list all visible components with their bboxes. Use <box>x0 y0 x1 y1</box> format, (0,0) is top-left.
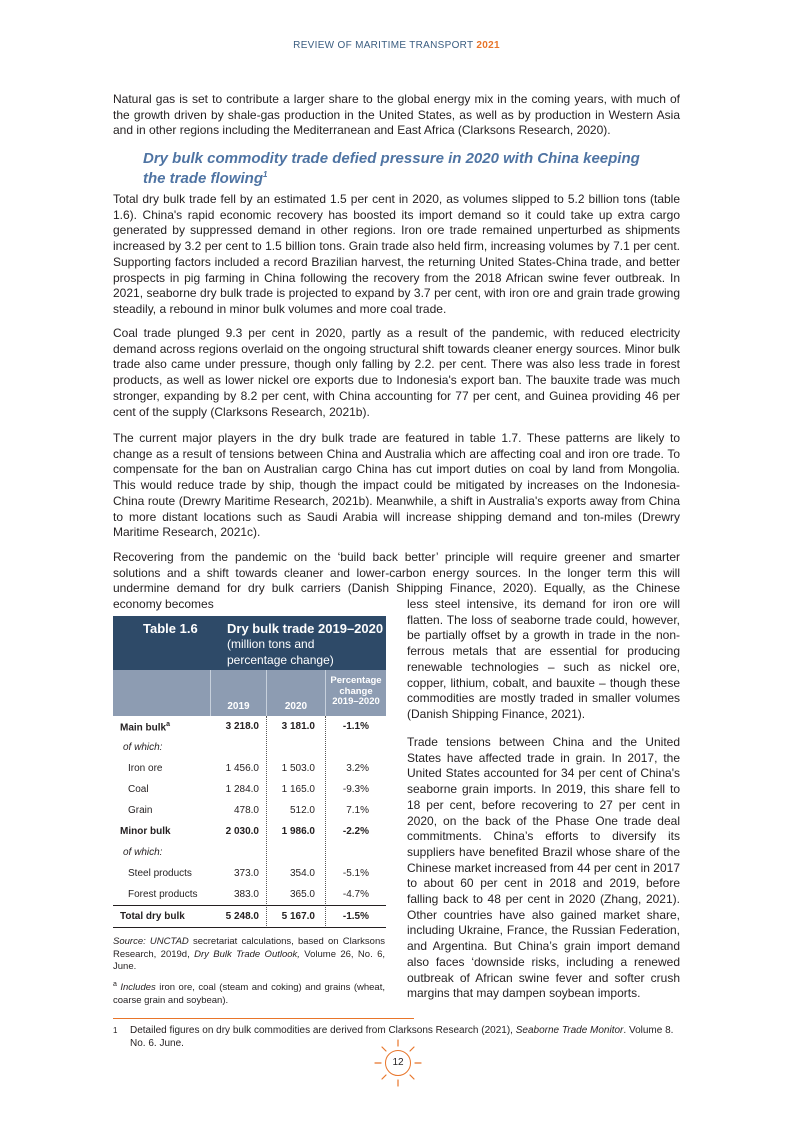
paragraph-steel-intensive: less steel intensive, its demand for iron ore will flatten. The loss of seaborne trade could, however, be partially offset by a growth in trade in the non-ferrous metals that are essential for producing renewable technologies – such as nickel ore, copper, lithium, cobalt, and bauxite – though these commodities are mostly traded in smaller volumes (Danish Shipping Finance, 2021). <box>407 597 680 721</box>
table-row: Grain 478.0 512.0 7.1% <box>128 805 369 816</box>
footnote-text: Detailed figures on dry bulk commodities are derived from Clarksons Research (2021), Seaborne Trade Monitor. Volume 8. No. 6. June. <box>130 1025 674 1049</box>
running-header <box>0 40 793 51</box>
paragraph-major-players: The current major players in the dry bulk trade are featured in table 1.7. These patterns are likely to change as a result of tensions between China and Australia which are affecting coal and iron ore trade. To compensate for the ban on Australian cargo China has cut import duties on coal by land from Mongolia. This would reduce trade by ship, though the impact could be mitigated by increases on the Indonesia-China route (Drewry Maritime Research, 2021b). Meanwhile, a shift in Australia's exports away from China to more distant locations such as Saudi Arabia will increase shipping demand and ton-miles (Drewry Maritime Research, 2021c). <box>113 431 680 540</box>
section-heading <box>143 151 663 186</box>
table-row: Coal 1 284.0 1 165.0 -9.3% <box>128 784 369 795</box>
table-body <box>113 716 386 928</box>
page-number-badge <box>372 1037 424 1089</box>
column-header-percentage-change: Percentage change 2019–2020 <box>330 675 382 707</box>
table-row: Steel products 373.0 354.0 -5.1% <box>128 868 369 879</box>
paragraph-coal-trade: Coal trade plunged 9.3 per cent in 2020, partly as a result of the pandemic, with reduced electricity demand across regions overlaid on the ongoing structural shift towards cleaner energy sources. Minor bulk trade also came under pressure, though only falling by 2.2. per cent. There was also less trade in forest products, as well as lower nickel ore exports due to Indonesia's export ban. The bauxite trade was much stronger, expanding by 8.2 per cent, with China accounting for 77 per cent, and Guinea providing 46 per cent of the supply (Clarksons Research, 2021b). <box>113 326 680 419</box>
section-heading-text: Dry bulk commodity trade defied pressure in 2020 with China keeping the trade flowing <box>143 150 640 187</box>
table-row: Main bulk$^a$ 3 218.0 3 181.0 -1.1% <box>120 721 369 734</box>
table-column-headers <box>113 670 386 716</box>
table-footnote-a: $^a$ Includes iron ore, coal (steam and coking) and grains (wheat, coarse grain and soybean). <box>113 981 385 1006</box>
table-dry-bulk-trade <box>113 616 386 928</box>
footnote-number: 1 <box>113 1026 118 1035</box>
footnote-divider <box>113 1018 414 1019</box>
table-subtitle: (million tons and percentage change) <box>227 637 334 667</box>
footnote-reference[interactable]: 1 <box>263 169 268 179</box>
table-row: Iron ore 1 456.0 1 503.0 3.2% <box>128 763 369 774</box>
paragraph-dry-bulk-overview: Total dry bulk trade fell by an estimated 1.5 per cent in 2020, as volumes slipped to 5.2 billion tons (table 1.6). China's rapid economic recovery has boosted its import demand so it could take up extra cargo generated by suppressed demand in other regions. Iron ore trade remained unperturbed as shipments increased by 3.2 per cent to 1.5 billion tons. Grain trade also held firm, increasing volumes by 7.1 per cent. Supporting factors included a record Brazilian harvest, the returning United States-China trade, and better prospects in pig farming in China following the recovery from the 2018 African swine fever outbreak. In 2021, seaborne dry bulk trade is projected to expand by 3.7 per cent, with iron ore and grain trade growing steadily, a rebound in minor bulk volumes and more coal trade. <box>113 192 680 316</box>
table-row: of which: <box>123 847 163 858</box>
table-source-note: Source: UNCTAD secretariat calculations, based on Clarksons Research, 2019d, Dry Bulk Trade Outlook, Volume 26, No. 6, June. <box>113 936 385 972</box>
paragraph-build-back-better: Recovering from the pandemic on the ‘build back better’ principle will require greener and smarter solutions and a shift towards cleaner and lower-carbon energy sources. In the longer term this will undermine demand for dry bulk carriers (Danish Shipping Finance, 2020). Equally, as the Chinese economy becomes <box>113 550 680 612</box>
table-row-total: Total dry bulk 5 248.0 5 167.0 -1.5% <box>113 905 386 928</box>
page-number: 12 <box>385 1050 411 1076</box>
intro-paragraph: Natural gas is set to contribute a larger share to the global energy mix in the coming years, with much of the growth driven by shale-gas production in the United States, as well as by production in Western Asia and in other regions including the Mediterranean and East Africa (Clarksons Research, 2020). <box>113 92 680 138</box>
column-header-2020: 2020 <box>284 701 308 712</box>
table-title: Dry bulk trade 2019–2020 <box>227 621 384 636</box>
table-title-bar <box>113 616 386 670</box>
paragraph-trade-tensions: Trade tensions between China and the United States have affected trade in grain. In 2017, the United States accounted for 34 per cent of China's seaborne grain imports. In 2019, this share fell to 18 per cent, before recovering to 27 per cent in 2020, on the back of the Phase One trade deal commitments. China’s efforts to diversify its suppliers have benefited Brazil whose share of the Chinese market increased from 44 per cent in 2017 to about 60 per cent in 2018 and 2019, before falling back to 48 per cent in 2020 (Zhang, 2021). Other countries have also gained market share, including Ukraine, France, the Russian Federation, and Argentina. But China’s grain import demand also faces ‘downside risks, including a renewed outbreak of African swine fever and softer crush margins that may dampen soybean imports. <box>407 735 680 1001</box>
column-header-2019: 2019 <box>227 701 250 712</box>
table-number: Table 1.6 <box>143 621 198 636</box>
running-header-title: REVIEW OF MARITIME TRANSPORT <box>293 40 474 51</box>
table-row: of which: <box>123 742 163 753</box>
table-row: Forest products 383.0 365.0 -4.7% <box>128 889 369 900</box>
table-row: Minor bulk 2 030.0 1 986.0 -2.2% <box>120 826 369 837</box>
running-header-year: 2021 <box>476 40 500 51</box>
